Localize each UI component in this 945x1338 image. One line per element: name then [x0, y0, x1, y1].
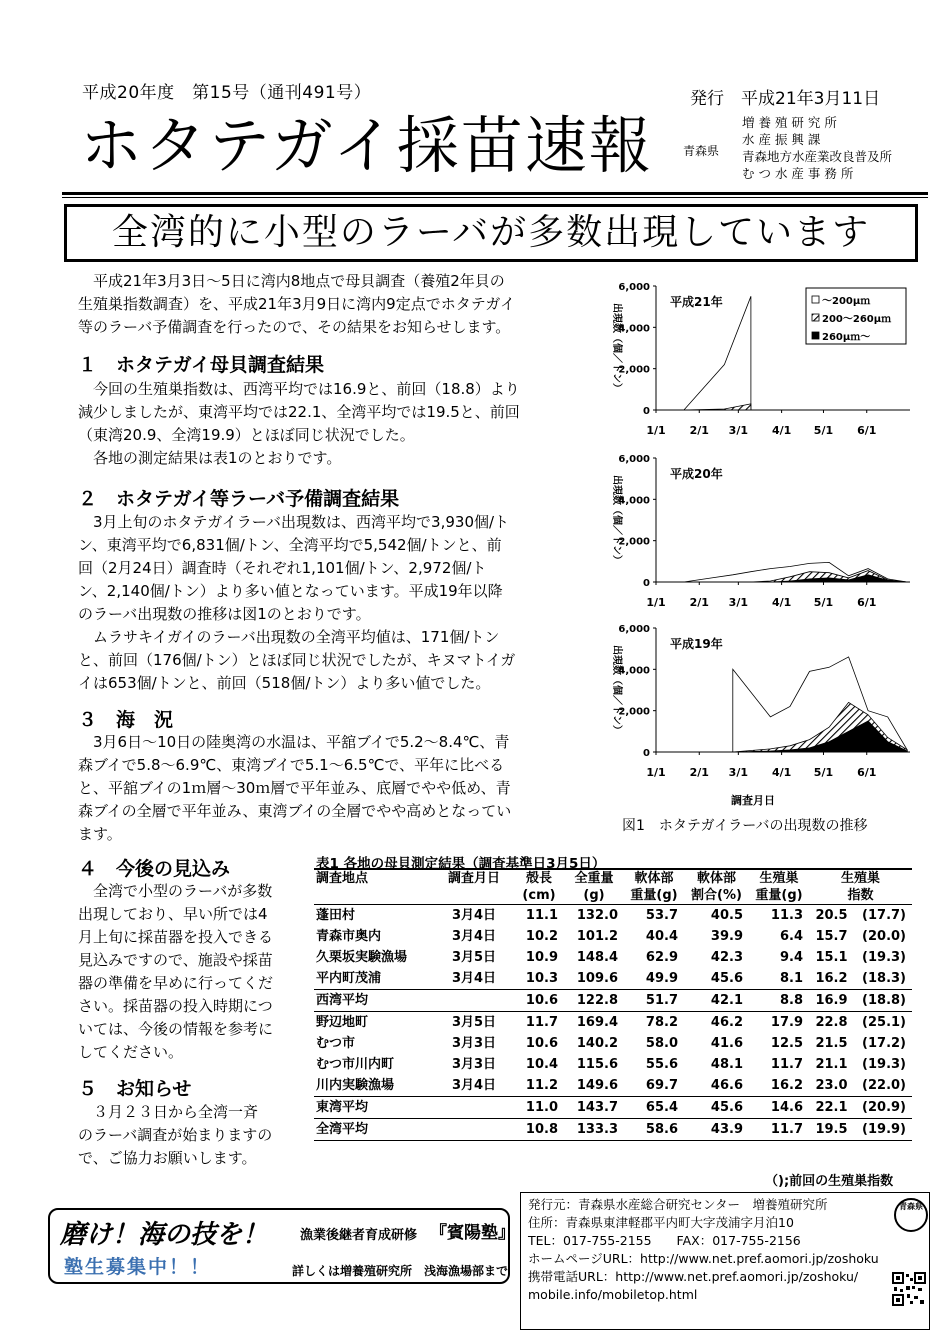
- y-tick-label: 4,000: [618, 495, 650, 507]
- legend-label: 260μｍ～: [822, 332, 871, 343]
- mother-shell-table: [314, 868, 912, 1141]
- table-cell: [434, 1119, 514, 1141]
- table-cell: 48.1: [710, 1057, 743, 1072]
- table-cell: 3月3日: [451, 1057, 497, 1072]
- table-cell: 23.0: [809, 1075, 854, 1097]
- table-cell: 10.9: [525, 950, 558, 965]
- table-cell: 平内町茂浦: [314, 968, 434, 990]
- table-cell: 11.7: [525, 1015, 558, 1030]
- table-cell: 11.1: [525, 908, 558, 923]
- table-cell: 久栗坂実験漁場: [316, 950, 408, 965]
- text-line: ン、東湾平均で6,831個/トン、全湾平均で5,542個/トンと、前: [78, 536, 502, 554]
- text-line: 全湾で小型のラーバが多数: [93, 882, 273, 900]
- larvae-chart-h21: [600, 272, 920, 444]
- text-line: さい。採苗器の投入時期につ: [78, 997, 273, 1015]
- table-cell: 10.3: [514, 968, 564, 990]
- x-tick-label: 1/1: [646, 766, 666, 779]
- table-cell: 3月4日: [451, 908, 497, 923]
- table-cell: [434, 1097, 514, 1119]
- table-cell: 109.6: [564, 968, 624, 990]
- table-cell: 6.4: [779, 929, 803, 944]
- training-name: 『賓陽塾』: [430, 1223, 515, 1243]
- y-tick-label: 4,000: [618, 665, 650, 677]
- table-cell: 10.2: [525, 929, 558, 944]
- table-cell: 全湾平均: [314, 1119, 434, 1141]
- table-cell: 43.9: [684, 1119, 749, 1141]
- text-line: ムラサキイガイのラーバ出現数の全湾平均値は、171個/トン: [93, 628, 500, 646]
- table-cell: 11.2: [514, 1075, 564, 1097]
- table-cell: むつ市川内町: [316, 1057, 395, 1072]
- table-cell: 21.5: [815, 1036, 848, 1051]
- recruit-label: 塾生募集中！！: [64, 1256, 212, 1278]
- table-cell: 17.9: [770, 1015, 803, 1030]
- org-item: 増 養 殖 研 究 所: [742, 115, 837, 130]
- table-cell: 49.9: [624, 968, 684, 990]
- table-cell: 58.6: [624, 1119, 684, 1141]
- table-cell: 45.6: [684, 968, 749, 990]
- prefecture-label: 青森県: [683, 144, 720, 158]
- chart-title: 平成19年: [670, 637, 723, 651]
- info-line: 住所：青森県東津軽郡平内町大字茂浦字月泊10: [528, 1215, 794, 1230]
- x-tick-label: 3/1: [728, 766, 749, 779]
- table-cell: (18.8): [854, 990, 912, 1012]
- info-line: TEL：017-755-2155 FAX：017-755-2156: [528, 1233, 801, 1248]
- text-line: （東湾20.9、全湾19.9）とほぼ同じ状況でした。: [78, 426, 415, 444]
- table-note: （);前回の生殖巣指数: [765, 1174, 894, 1189]
- section-5-heading: ５ お知らせ: [78, 1078, 192, 1100]
- table-cell: 11.3: [770, 908, 803, 923]
- col-header: 調査月日: [434, 869, 514, 887]
- table-cell: 3月5日: [451, 950, 497, 965]
- chart-title: 平成21年: [670, 295, 723, 309]
- text-line: 各地の測定結果は表1のとおりです。: [93, 449, 342, 467]
- mobile-link-cont[interactable]: mobile.info/mobiletop.html: [528, 1287, 698, 1302]
- table-cell: 115.6: [576, 1057, 618, 1072]
- title-rule-thin: [62, 197, 928, 198]
- y-tick-label: 6,000: [618, 624, 650, 635]
- table-cell: 西湾平均: [314, 990, 434, 1012]
- text-line: 等のラーバ予備調査を行ったので、その結果をお知らせします。: [78, 318, 511, 336]
- title-rule: [62, 192, 928, 195]
- table-cell: 青森市奥内: [316, 929, 382, 944]
- table-cell: 41.6: [710, 1036, 743, 1051]
- legend-swatch: [812, 332, 819, 339]
- org-item: む つ 水 産 事 務 所: [742, 166, 854, 181]
- figure-caption: 図1 ホタテガイラーバの出現数の推移: [622, 818, 868, 834]
- x-tick-label: 3/1: [728, 596, 749, 609]
- info-line: 発行元：青森県水産総合研究センター 増養殖研究所: [528, 1197, 828, 1212]
- table-cell: (20.9): [854, 1097, 912, 1119]
- legend-swatch: [812, 314, 819, 321]
- table-cell: 46.6: [684, 1075, 749, 1097]
- table-cell: 3月4日: [451, 929, 497, 944]
- col-header: 重量(g): [624, 887, 684, 905]
- table-row: [314, 1033, 912, 1054]
- x-axis-label: 調査月日: [731, 794, 775, 807]
- table-cell: 3月3日: [451, 1036, 497, 1051]
- table-cell: 78.2: [645, 1015, 678, 1030]
- text-line: 森ブイで5.8～6.9℃、東湾ブイで5.1～6.5℃で、平年に比べる: [78, 756, 505, 774]
- table-cell: 132.0: [576, 908, 618, 923]
- organization-list: [742, 114, 892, 182]
- section-1-body: [78, 378, 598, 470]
- legend-swatch: [812, 296, 819, 303]
- col-header: 殻長: [514, 869, 564, 887]
- table-cell: 15.1: [815, 950, 848, 965]
- section-4-body: [78, 880, 308, 1064]
- table-cell: [434, 990, 514, 1012]
- qr-code-icon[interactable]: [892, 1272, 926, 1306]
- text-line: のラーバ出現数の推移は図1のとおりです。: [78, 605, 371, 623]
- table-cell: (25.1): [862, 1015, 906, 1030]
- y-axis-label: 出現数（個／トン）: [611, 645, 622, 735]
- col-header: [434, 887, 514, 905]
- seal-logo: 青森県: [894, 1198, 928, 1232]
- x-tick-label: 6/1: [857, 596, 877, 609]
- table-cell: 133.3: [564, 1119, 624, 1141]
- table-cell: 10.6: [525, 1036, 558, 1051]
- section-3-body: [78, 731, 598, 846]
- table-cell: 69.7: [624, 1075, 684, 1097]
- org-item: 水 産 振 興 課: [742, 132, 821, 147]
- table-row: [314, 947, 912, 968]
- table-cell: 20.5: [815, 908, 848, 923]
- table-cell: (19.3): [862, 950, 906, 965]
- table-cell: 東湾平均: [314, 1097, 434, 1119]
- text-line: 3月上旬のホタテガイラーバ出現数は、西湾平均で3,930個/ト: [93, 513, 510, 531]
- col-header: (g): [564, 887, 624, 905]
- x-tick-label: 2/1: [689, 424, 709, 437]
- text-line: 今回の生殖巣指数は、西湾平均では16.9と、前回（18.8）より: [93, 380, 520, 398]
- x-tick-label: 2/1: [689, 596, 709, 609]
- legend-label: 200～260μｍ: [822, 314, 892, 325]
- text-line: で、ご協力お願いします。: [78, 1149, 257, 1167]
- table-cell: 40.4: [645, 929, 678, 944]
- table-cell: 16.2: [809, 968, 854, 990]
- training-slogan: 磨け！海の技を！: [60, 1220, 269, 1250]
- section-2-heading: ２ ホタテガイ等ラーバ予備調査結果: [78, 488, 400, 510]
- table-cell: 16.2: [749, 1075, 809, 1097]
- table-cell: 22.8: [815, 1015, 848, 1030]
- x-tick-label: 5/1: [813, 596, 834, 609]
- org-item: 青森地方水産業改良普及所: [742, 149, 893, 164]
- table-cell: 9.4: [779, 950, 803, 965]
- table-cell: 46.2: [710, 1015, 743, 1030]
- table-cell: 蓬田村: [316, 908, 356, 923]
- table-cell: (20.0): [862, 929, 906, 944]
- table-cell: 65.4: [624, 1097, 684, 1119]
- x-tick-label: 6/1: [857, 766, 877, 779]
- col-header: 全重量: [564, 869, 624, 887]
- table-cell: 39.9: [710, 929, 743, 944]
- table-cell: 12.5: [770, 1036, 803, 1051]
- y-axis-label: 出現数（個／トン）: [611, 303, 622, 393]
- table-cell: 10.4: [525, 1057, 558, 1072]
- table-row: [314, 905, 912, 927]
- table-cell: 川内実験漁場: [314, 1075, 434, 1097]
- intro-paragraph: [78, 270, 598, 339]
- larvae-chart-h20: [600, 444, 920, 616]
- y-tick-label: 6,000: [618, 454, 650, 465]
- table-cell: 53.7: [645, 908, 678, 923]
- headline-box: 全湾的に小型のラーバが多数出現しています: [64, 204, 918, 262]
- table-cell: 58.0: [645, 1036, 678, 1051]
- x-tick-label: 1/1: [646, 424, 666, 437]
- table-cell: (19.3): [862, 1057, 906, 1072]
- table-cell: (22.0): [854, 1075, 912, 1097]
- table-cell: 8.1: [749, 968, 809, 990]
- table-cell: 11.7: [770, 1057, 803, 1072]
- x-tick-label: 6/1: [857, 424, 877, 437]
- col-header: 重量(g): [749, 887, 809, 905]
- text-line: と、前回（176個/トン）とほぼ同じ状況でしたが、キヌマトイガ: [78, 651, 516, 669]
- table-cell: (17.2): [862, 1036, 906, 1051]
- text-line: 平成21年3月3日～5日に湾内8地点で母貝調査（養殖2年貝の: [93, 272, 505, 290]
- legend-label: ～200μｍ: [822, 296, 871, 307]
- mobile-link[interactable]: 携帯電話URL：http://www.net.pref.aomori.jp/zoshoku/: [528, 1269, 859, 1284]
- table-cell: 21.1: [815, 1057, 848, 1072]
- table-cell: (17.7): [862, 908, 906, 923]
- table-row-west-avg: [314, 990, 912, 1012]
- y-tick-label: 2,000: [618, 706, 650, 718]
- section-5-body: [78, 1101, 308, 1170]
- x-tick-label: 4/1: [771, 596, 792, 609]
- x-tick-label: 4/1: [771, 424, 792, 437]
- table-cell: 15.7: [815, 929, 848, 944]
- x-tick-label: 3/1: [728, 424, 749, 437]
- table-cell: 42.3: [710, 950, 743, 965]
- table-cell: 55.6: [645, 1057, 678, 1072]
- section-2-body: [78, 511, 598, 695]
- text-line: いては、今後の情報を参考に: [78, 1020, 274, 1038]
- y-tick-label: 2,000: [618, 536, 650, 548]
- issue-date: 発行 平成21年3月11日: [690, 89, 881, 109]
- table-row: [314, 968, 912, 990]
- text-line: のラーバ調査が始まりますの: [78, 1126, 273, 1144]
- training-subtitle: 漁業後継者育成研修: [300, 1228, 418, 1243]
- text-line: してください。: [78, 1043, 184, 1061]
- table-cell: 8.8: [749, 990, 809, 1012]
- y-tick-label: 0: [643, 578, 650, 589]
- issue-number: 平成20年度 第15号（通刊491号）: [82, 83, 372, 103]
- text-line: 森ブイの全層で平年並み、東湾ブイの全層でやや高めとなってい: [78, 802, 512, 820]
- y-tick-label: 2,000: [618, 364, 650, 376]
- publisher-info: [528, 1196, 879, 1304]
- training-contact: 詳しくは増養殖研究所 浅海漁場部まで: [292, 1264, 509, 1278]
- table-cell: 3月5日: [451, 1015, 497, 1030]
- text-line: 3月6日～10日の陸奥湾の水温は、平舘ブイで5.2～8.4℃、青: [93, 733, 510, 751]
- col-header: 調査地点: [314, 869, 434, 887]
- col-header: 指数: [809, 887, 912, 905]
- text-line: 生殖巣指数調査）を、平成21年3月9日に湾内9定点でホタテガイ: [78, 295, 515, 313]
- section-1-heading: １ ホタテガイ母貝調査結果: [78, 354, 325, 376]
- text-line: 見込みですので、施設や採苗: [78, 951, 273, 969]
- text-line: ます。: [78, 825, 122, 843]
- y-tick-label: 4,000: [618, 323, 650, 335]
- table-cell: 野辺地町: [316, 1015, 369, 1030]
- table-cell: 19.5: [809, 1119, 854, 1141]
- text-line: イは653個/トンと、前回（518個/トン）より多い値でした。: [78, 674, 491, 692]
- text-line: ン、2,140個/トン）より多い値となっています。平成19年以降: [78, 582, 503, 600]
- col-header: (cm): [514, 887, 564, 905]
- text-line: ３月２３日から全湾一斉: [93, 1103, 259, 1121]
- table-cell: 148.4: [576, 950, 618, 965]
- table-cell: 140.2: [576, 1036, 618, 1051]
- x-tick-label: 5/1: [813, 424, 834, 437]
- col-header: 生殖巣: [749, 869, 809, 887]
- col-header: 生殖巣: [809, 869, 912, 887]
- table-cell: 169.4: [576, 1015, 618, 1030]
- table-cell: 3月4日: [434, 968, 514, 990]
- table-header-row-2: [314, 887, 912, 905]
- table-row-east-avg: [314, 1097, 912, 1119]
- table-cell: 51.7: [624, 990, 684, 1012]
- y-tick-label: 6,000: [618, 282, 650, 293]
- table-cell: 40.5: [710, 908, 743, 923]
- section-3-heading: ３ 海 況: [78, 709, 174, 731]
- table-row-all-avg: [314, 1119, 912, 1141]
- col-header: [314, 887, 434, 905]
- y-axis-label: 出現数（個／トン）: [611, 475, 622, 565]
- table-cell: 22.1: [809, 1097, 854, 1119]
- table-cell: 143.7: [564, 1097, 624, 1119]
- table-row: [314, 1054, 912, 1075]
- text-line: 器の準備を早めに行ってくだ: [78, 974, 274, 992]
- col-header: 軟体部: [624, 869, 684, 887]
- table-cell: 16.9: [809, 990, 854, 1012]
- table-row: [314, 926, 912, 947]
- text-line: 回（2月24日）調査時（それぞれ1,101個/トン、2,972個/ト: [78, 559, 487, 577]
- table-row: [314, 1075, 912, 1097]
- table-cell: (18.3): [854, 968, 912, 990]
- table-cell: 10.6: [514, 990, 564, 1012]
- table-cell: 10.8: [514, 1119, 564, 1141]
- table-cell: 45.6: [684, 1097, 749, 1119]
- table-row: [314, 1012, 912, 1034]
- section-4-heading: ４ 今後の見込み: [78, 858, 231, 880]
- table-cell: 122.8: [564, 990, 624, 1012]
- text-line: 減少しましたが、東湾平均では22.1、全湾平均では19.5と、前回: [78, 403, 520, 421]
- x-tick-label: 2/1: [689, 766, 709, 779]
- table-cell: 3月4日: [434, 1075, 514, 1097]
- table-cell: 62.9: [645, 950, 678, 965]
- series-small-area: [684, 296, 751, 410]
- table-header-row: [314, 869, 912, 887]
- x-tick-label: 1/1: [646, 596, 666, 609]
- col-header: 割合(%): [684, 887, 749, 905]
- table-cell: 11.7: [749, 1119, 809, 1141]
- table-cell: 101.2: [576, 929, 618, 944]
- table-title: 表1 各地の母貝測定結果（調査基準日3月5日）: [316, 856, 606, 872]
- chart-title: 平成20年: [670, 467, 723, 481]
- table-cell: 14.6: [749, 1097, 809, 1119]
- y-tick-label: 0: [643, 748, 650, 759]
- table-cell: (19.9): [854, 1119, 912, 1141]
- table-cell: 149.6: [564, 1075, 624, 1097]
- y-tick-label: 0: [643, 406, 650, 417]
- text-line: と、平舘ブイの1ｍ層～30ｍ層で平年並み、底層でやや低め、青: [78, 779, 511, 797]
- table-cell: 42.1: [684, 990, 749, 1012]
- text-line: 月上旬に採苗器を投入できる: [78, 928, 274, 946]
- col-header: 軟体部: [684, 869, 749, 887]
- x-tick-label: 5/1: [813, 766, 834, 779]
- table-cell: むつ市: [316, 1036, 356, 1051]
- text-line: 出現しており、早い所では4: [78, 905, 268, 923]
- table-cell: 11.0: [514, 1097, 564, 1119]
- larvae-chart-h19: [600, 614, 920, 814]
- homepage-link[interactable]: ホームページURL：http://www.net.pref.aomori.jp/zoshoku: [528, 1251, 879, 1266]
- newsletter-title: ホタテガイ採苗速報: [80, 109, 653, 182]
- x-tick-label: 4/1: [771, 766, 792, 779]
